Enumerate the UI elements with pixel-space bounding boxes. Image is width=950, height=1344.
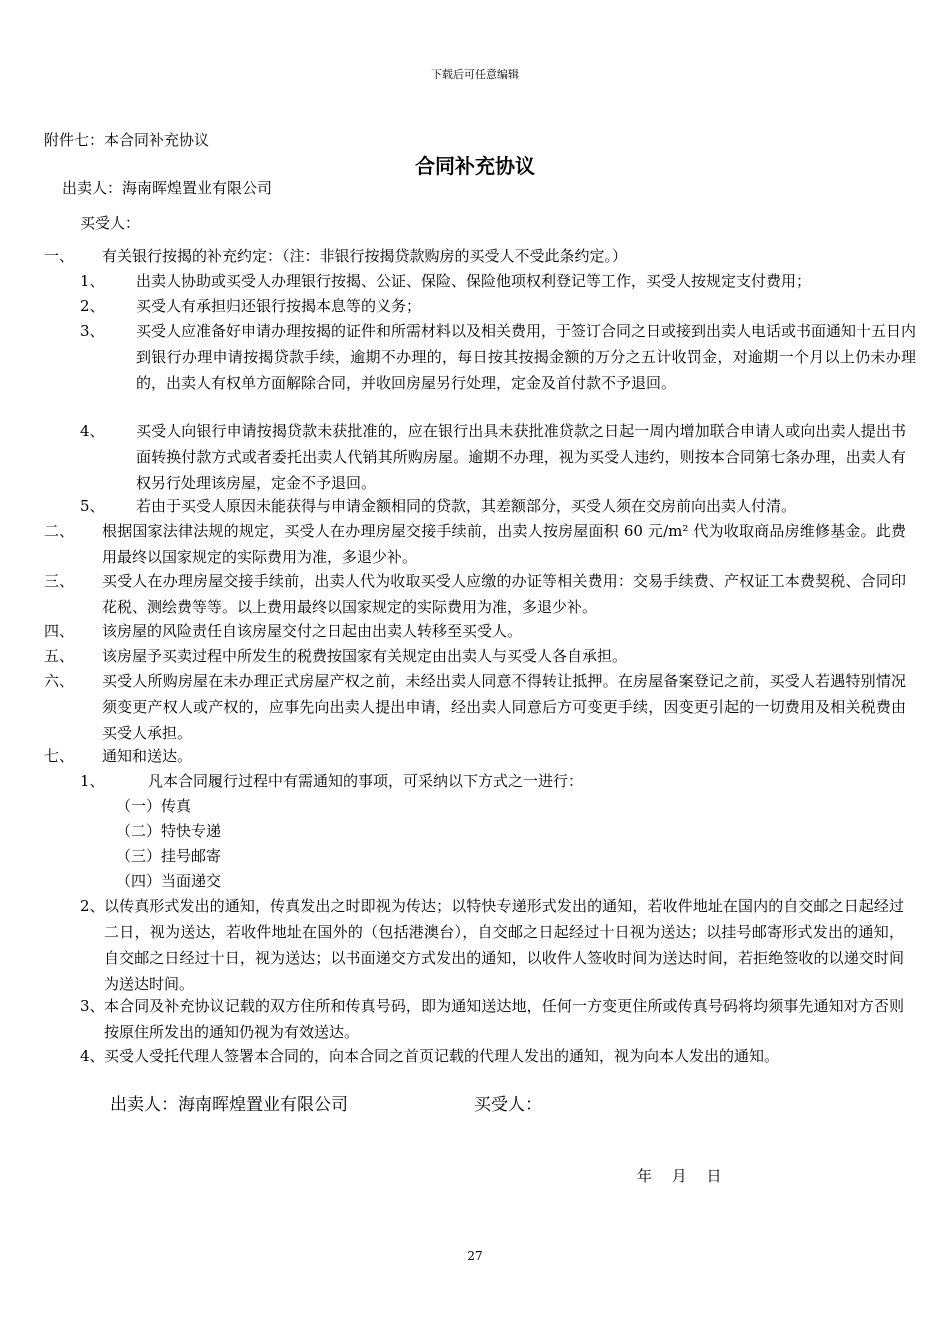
clause-text: 买受人有承担归还银行按揭本息等的义务； [136,297,422,315]
clause-number: 3、 [80,997,105,1015]
clause-text: 买受人向银行申请按揭贷款未获批准的，应在银行出具未获批准贷款之日起一周内增加联合申请人或向出卖人提出书面转换付款方式或者委托出卖人代销其所购房屋。逾期不办理，视为买受人违约，则按本合同第七条办理，出卖人有权另行处理该房屋，定金不予退回。 [136,422,906,492]
clause-text: 有关银行按揭的补充约定：（注：非银行按揭贷款购房的买受人不受此条约定。） [102,247,628,265]
method-text: （一）传真 [116,797,192,815]
clause-text: 买受人在办理房屋交接手续前，出卖人代为收取买受人应缴的办证等相关费用：交易手续费、产权证工本费契税、合同印花税、测绘费等等。以上费用最终以国家规定的实际费用为准，多退少补。 [102,572,906,616]
clause-text: 买受人应准备好申请办理按揭的证件和所需材料以及相关费用，于签订合同之日或接到出卖人电话或书面通知十五日内到银行办理申请按揭贷款手续，逾期不办理的，每日按其按揭金额的万分之五计收罚金，对逾期一个月以上仍未办理的，出卖人有权单方面解除合同，并收回房屋另行处理，定金及首付款不予退回。 [136,322,917,392]
clause-number: 2、 [80,897,105,915]
clause-number: 二、 [44,522,75,540]
clause-number: 四、 [44,622,75,640]
clause-text: 出卖人协助或买受人办理银行按揭、公证、保险、保险他项权利登记等工作，买受人按规定支付费用； [136,272,812,290]
clause-text: 若由于买受人原因未能获得与申请金额相同的贷款，其差额部分，买受人须在交房前向出卖人付清。 [136,497,797,515]
clause-number: 五、 [44,647,75,665]
attachment-label: 附件七：本合同补充协议 [44,131,210,149]
clause-text: 以传真形式发出的通知，传真发出之时即视为传达；以特快专递形式发出的通知，若收件地址在国内的自交邮之日起经过二日，视为送达，若收件地址在国外的（包括港澳台），自交邮之日起经过十日视为送达；以挂号邮寄形式发出的通知，自交邮之日经过十日，视为送达；以书面递交方式发出的通知，以收件人签收时间为送达时间，若拒绝签收的以递交时间为送达时间。 [104,897,904,993]
clause-text: 买受人所购房屋在未办理正式房屋产权之前，未经出卖人同意不得转让抵押。在房屋备案登记之前，买受人若遇特别情况须变更产权人或产权的，应事先向出卖人提出申请，经出卖人同意后方可变更手续，因变更引起的一切费用及相关税费由买受人承担。 [102,672,906,742]
buyer-line: 买受人： [80,214,141,232]
method-text: （二）特快专递 [116,822,222,840]
clause-text: 该房屋的风险责任自该房屋交付之日起由出卖人转移至买受人。 [102,622,523,640]
clause-text: 根据国家法律法规的规定，买受人在办理房屋交接手续前，出卖人按房屋面积 60 元/m² 代为收取商品房维修基金。此费用最终以国家规定的实际费用为准，多退少补。 [102,522,906,566]
signature-date: 年 月 日 [637,1167,722,1185]
page-number: 27 [467,1249,483,1263]
document-title: 合同补充协议 [415,154,535,178]
clause-number: 1、 [80,772,105,790]
clause-number: 三、 [44,572,75,590]
page-header: 下载后可任意编辑 [431,68,519,81]
clause-number: 七、 [44,747,75,765]
clause-number: 3、 [80,322,105,340]
signature-buyer: 买受人： [474,1095,542,1115]
clause-number: 4、 [80,422,105,440]
seller-line: 出卖人：海南晖煌置业有限公司 [62,179,273,197]
clause-text: 凡本合同履行过程中有需通知的事项，可采纳以下方式之一进行： [148,772,584,790]
clause-number: 4、 [80,1047,105,1065]
method-text: （三）挂号邮寄 [116,847,222,865]
signature-seller: 出卖人：海南晖煌置业有限公司 [110,1095,348,1115]
clause-number: 一、 [44,247,75,265]
clause-number: 2、 [80,297,105,315]
clause-text: 通知和送达。 [102,747,193,765]
clause-text: 本合同及补充协议记载的双方住所和传真号码，即为通知送达地，任何一方变更住所或传真号码将均须事先通知对方否则按原住所发出的通知仍视为有效送达。 [104,997,904,1041]
clause-number: 六、 [44,672,75,690]
clause-text: 买受人受托代理人签署本合同的，向本合同之首页记载的代理人发出的通知，视为向本人发出的通知。 [104,1047,780,1065]
method-text: （四）当面递交 [116,872,222,890]
clause-number: 5、 [80,497,105,515]
clause-text: 该房屋予买卖过程中所发生的税费按国家有关规定由出卖人与买受人各自承担。 [102,647,628,665]
clause-number: 1、 [80,272,105,290]
